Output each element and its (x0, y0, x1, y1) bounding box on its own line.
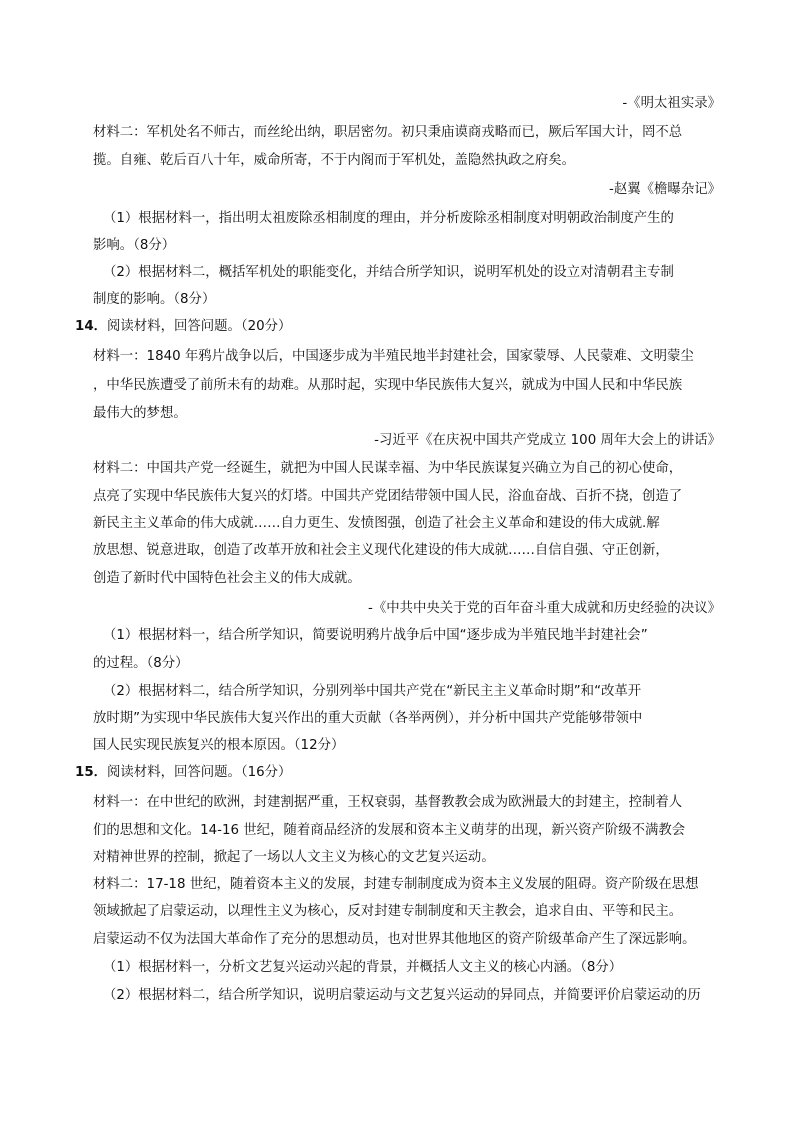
q14-material2-line2: 点亮了实现中华民族伟大复兴的灯塔。中国共产党团结带领中国人民，浴血奋战、百折不挠，创造了 (93, 489, 683, 504)
q14-q1-line1: （1）根据材料一，结合所学知识，简要说明鸦片战争后中国“逐步成为半殖民地半封建社会” (103, 628, 648, 643)
q15-q2: （2）根据材料二，结合所学知识，说明启蒙运动与文艺复兴运动的异同点，并简要评价启蒙运动的历 (103, 988, 701, 1003)
q14-source2: -《中共中央关于党的百年奋斗重大成就和历史经验的决议》 (368, 601, 721, 616)
q14-q2-line3: 国人民实现民族复兴的根本原因。（12分） (93, 738, 345, 753)
q14-material1-line1: 材料一：1840 年鸦片战争以后，中国逐步成为半殖民地半封建社会，国家蒙辱、人民蒙难、文明蒙尘 (93, 349, 694, 364)
q13-material2-line2: 揽。自雍、乾后百八十年，威命所寄，不于内阁而于军机处，盖隐然执政之府矣。 (93, 153, 576, 168)
q14-material2-line5: 创造了新时代中国特色社会主义的伟大成就。 (93, 571, 361, 586)
q15-material2-line3: 启蒙运动不仅为法国大革命作了充分的思想动员，也对世界其他地区的资产阶级革命产生了深远影响。 (93, 932, 696, 947)
q13-source2: -赵翼《檐曝杂记》 (609, 182, 721, 197)
q15-material1-line2: 们的思想和文化。14-16 世纪，随着商品经济的发展和资本主义萌芽的出现，新兴资产阶级不满教会 (93, 823, 686, 838)
q15-material1-line1: 材料一：在中世纪的欧洲，封建割据严重，王权衰弱，基督教教会成为欧洲最大的封建主，控制着人 (93, 795, 683, 810)
q13-q2-line2: 制度的影响。（8分） (93, 292, 216, 307)
q14-q2-line1: （2）根据材料二，结合所学知识，分别列举中国共产党在“新民主主义革命时期”和“改革开 (103, 684, 642, 699)
q14-heading: 14．阅读材料，回答问题。（20分） (75, 319, 292, 334)
q15-heading: 15．阅读材料，回答问题。（16分） (75, 765, 292, 780)
q13-q2-line1: （2）根据材料二，概括军机处的职能变化，并结合所学知识，说明军机处的设立对清朝君主专制 (103, 265, 674, 280)
q14-q1-line2: 的过程。（8分） (93, 656, 189, 671)
q14-material1-line3: 最伟大的梦想。 (93, 406, 187, 421)
q15-material2-line2: 领域掀起了启蒙运动，以理性主义为核心，反对封建专制制度和天主教会，追求自由、平等和民主。 (93, 904, 683, 919)
q13-source1: -《明太祖实录》 (622, 96, 721, 111)
q15-material1-line3: 对精神世界的控制，掀起了一场以人文主义为核心的文艺复兴运动。 (93, 850, 495, 865)
q14-material2-line1: 材料二：中国共产党一经诞生，就把为中国人民谋幸福、为中华民族谋复兴确立为自己的初心使命， (93, 461, 683, 476)
q13-material2-line1: 材料二：军机处名不师古，而丝纶出纳，职居密勿。初只秉庙谟商戎略而已，厥后军国大计，罔不总 (93, 125, 683, 140)
q13-q1-line2: 影响。（8分） (93, 238, 176, 253)
q15-material2-line1: 材料二：17-18 世纪，随着资本主义的发展，封建专制制度成为资本主义发展的阻碍。资产阶级在思想 (93, 877, 699, 892)
q13-q1-line1: （1）根据材料一，指出明太祖废除丞相制度的理由，并分析废除丞相制度对明朝政治制度产生的 (103, 211, 674, 226)
q15-q1: （1）根据材料一，分析文艺复兴运动兴起的背景，并概括人文主义的核心内涵。（8分） (103, 960, 623, 975)
q14-q2-line2: 放时期”为实现中华民族伟大复兴作出的重大贡献（各举两例），并分析中国共产党能够带领中 (93, 711, 643, 726)
q14-material1-line2: ，中华民族遭受了前所未有的劫难。从那时起，实现中华民族伟大复兴，就成为中国人民和中华民族 (93, 378, 683, 393)
q14-material2-line3: 新民主主义革命的伟大成就……自力更生、发愤图强，创造了社会主义革命和建设的伟大成就.解 (93, 516, 660, 531)
q14-material2-line4: 放思想、锐意进取，创造了改革开放和社会主义现代化建设的伟大成就……自信自强、守正创新， (93, 543, 669, 558)
q14-source1: -习近平《在庆祝中国共产党成立 100 周年大会上的讲话》 (374, 433, 721, 448)
